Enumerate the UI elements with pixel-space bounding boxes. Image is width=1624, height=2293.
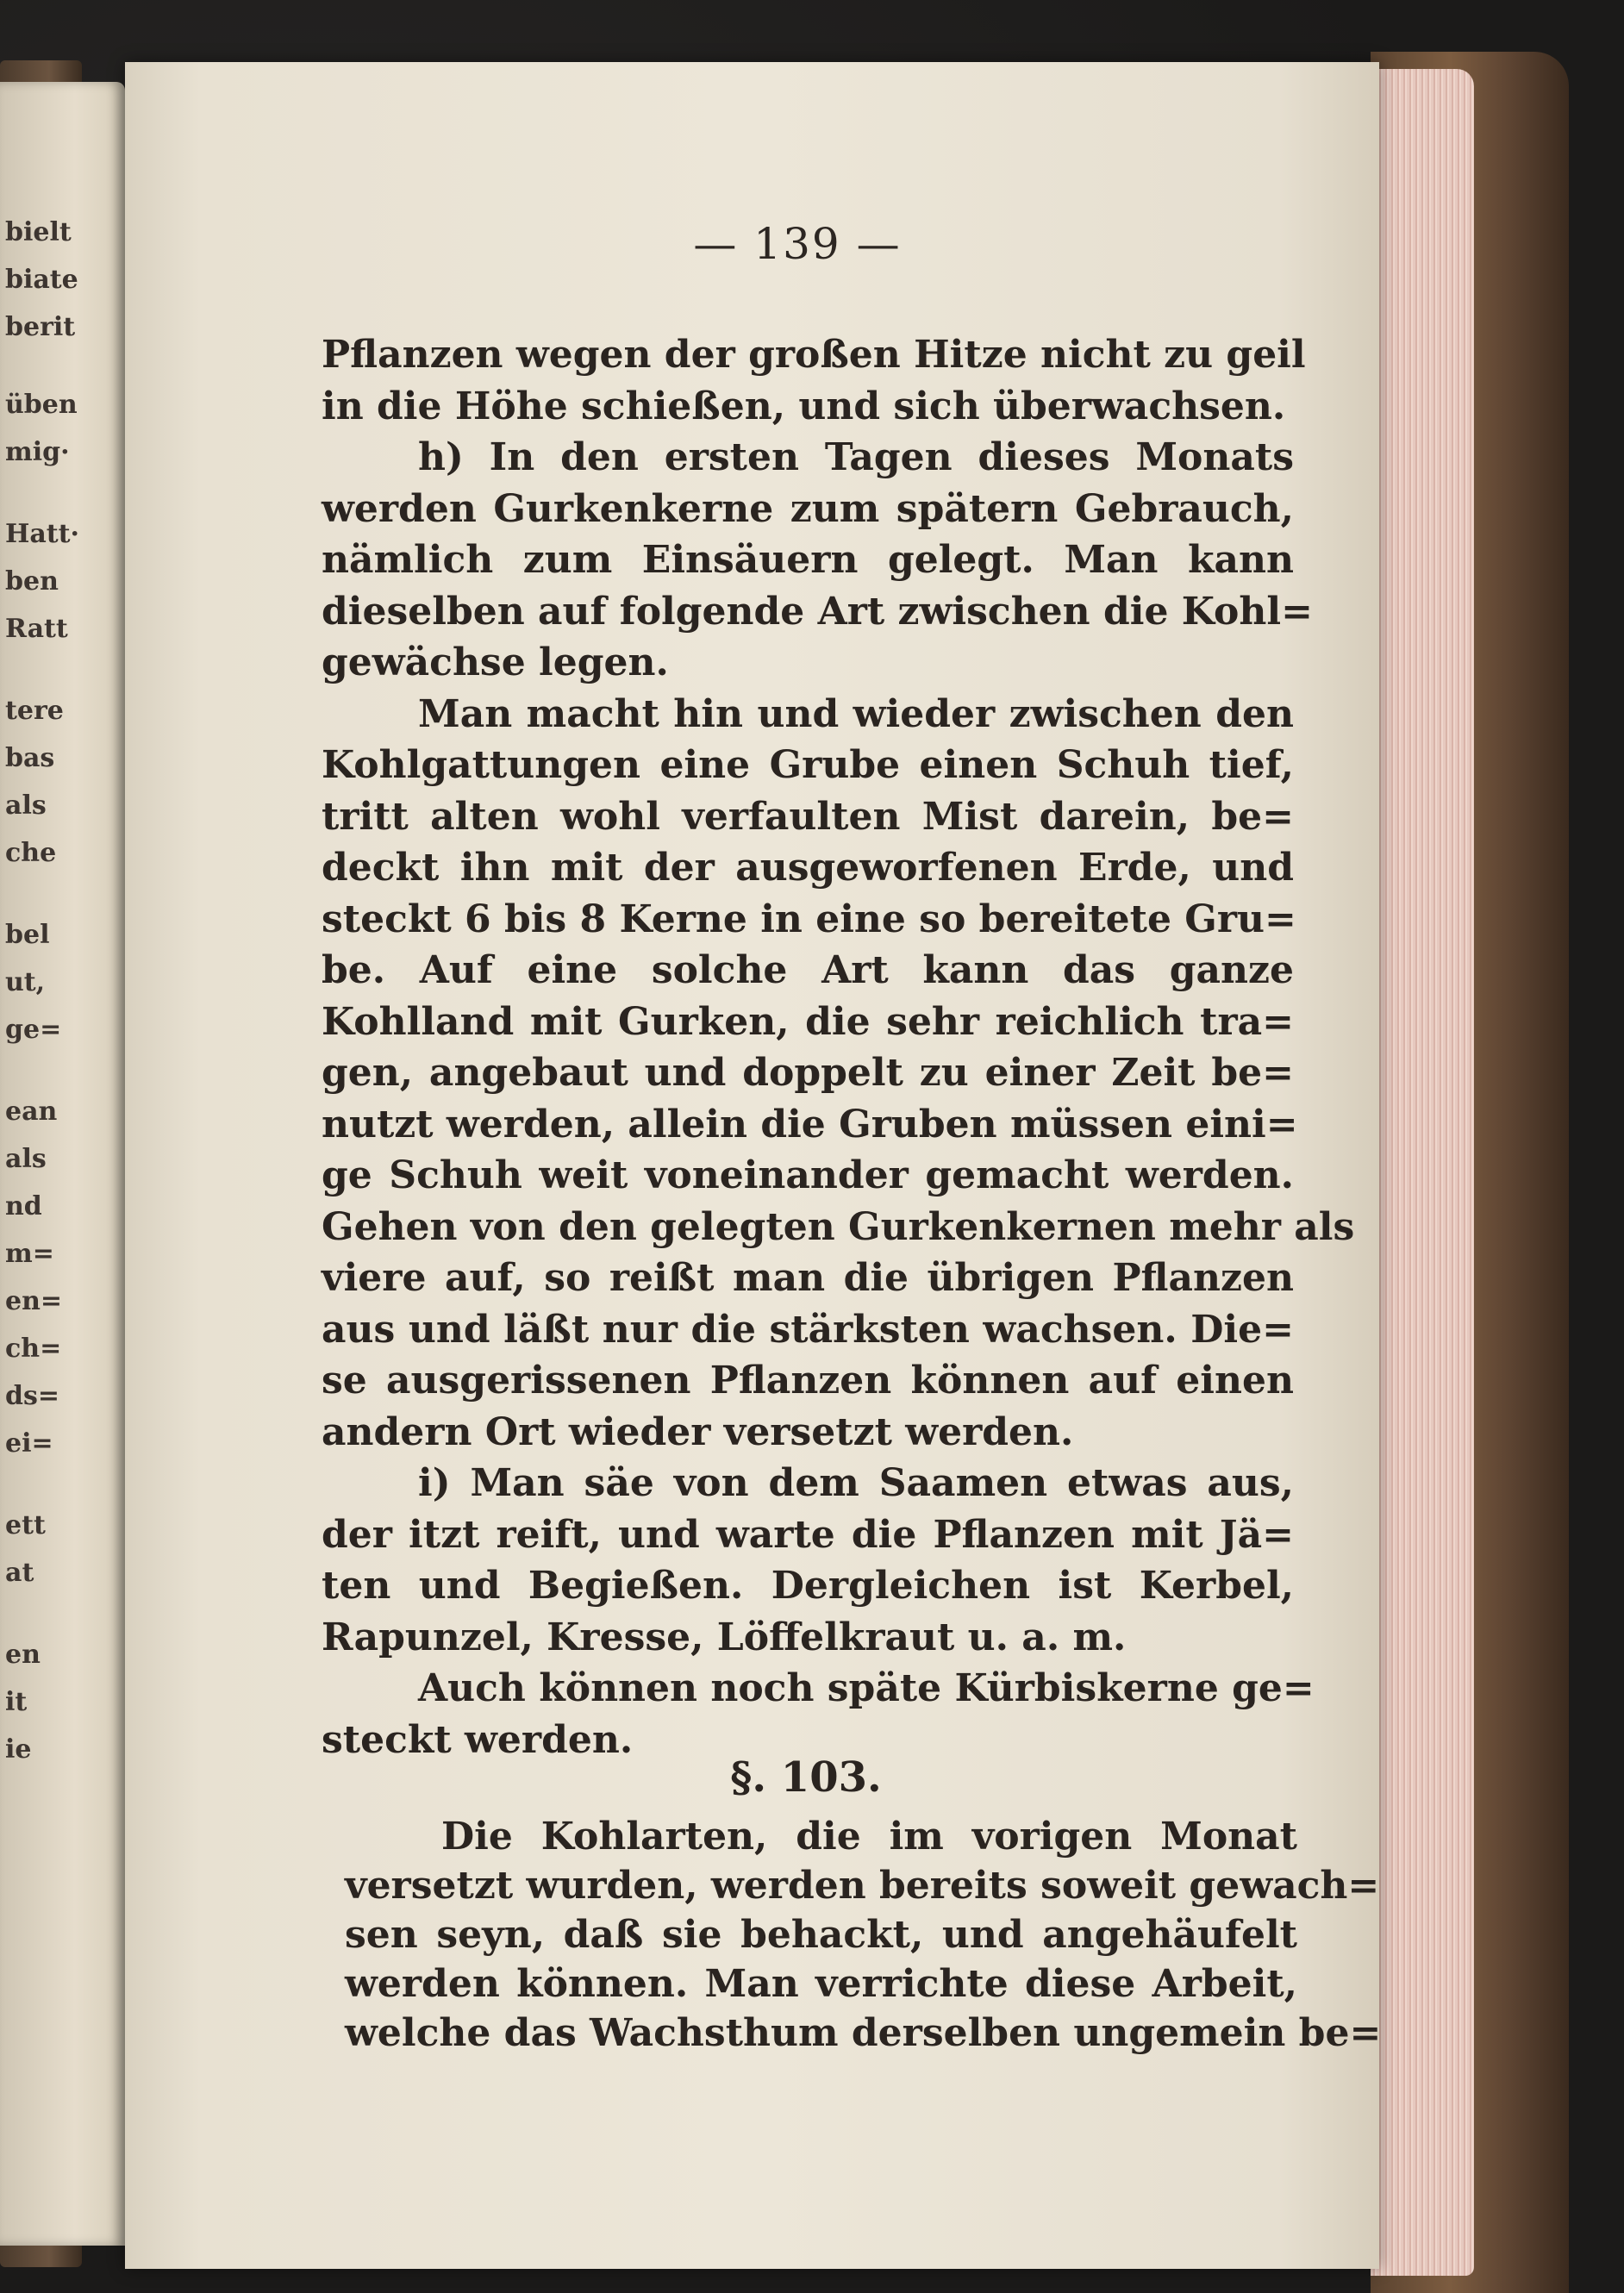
left-page-fragment: üben	[5, 390, 78, 420]
left-page-fragment: als	[5, 790, 47, 821]
left-page-fragment: als	[5, 1144, 47, 1174]
text-line: ten und Begießen. Dergleichen ist Kerbel,	[322, 1564, 1294, 1608]
text-line: deckt ihn mit der ausgeworfenen Erde, und	[322, 846, 1294, 890]
left-page-fragment: ett	[5, 1510, 46, 1540]
left-page-fragment: nd	[5, 1191, 42, 1221]
text-line: Rapunzel, Kresse, Löffelkraut u. a. m.	[322, 1615, 1127, 1659]
left-page-fragment: ben	[5, 566, 59, 597]
text-line: werden Gurkenkerne zum spätern Gebrauch,	[322, 486, 1294, 531]
left-page-fragment: Ratt	[5, 614, 68, 644]
section-text-line: Die Kohlarten, die im vorigen Monat	[441, 1815, 1297, 1859]
text-line: andern Ort wieder versetzt werden.	[322, 1409, 1074, 1454]
left-page-fragment: che	[5, 838, 57, 868]
text-line: steckt werden.	[322, 1717, 634, 1762]
left-page-fragment: ei=	[5, 1428, 53, 1459]
left-page-fragment: en	[5, 1640, 41, 1670]
left-page-fragment: tere	[5, 696, 64, 726]
section-heading: §. 103.	[730, 1753, 882, 1802]
left-page-fragment: bas	[5, 743, 55, 773]
left-page-fragment: at	[5, 1558, 34, 1588]
text-line: nämlich zum Einsäuern gelegt. Man kann	[322, 538, 1294, 582]
section-text-line: werden können. Man verrichte diese Arbeit,	[345, 1962, 1297, 2006]
left-page-fragment: ut,	[5, 967, 46, 997]
text-line: Kohlgattungen eine Grube einen Schuh tief,	[322, 743, 1294, 787]
text-line: der itzt reift, und warte die Pflanzen mit Jä=	[322, 1512, 1294, 1557]
text-line: steckt 6 bis 8 Kerne in eine so bereitete Gru=	[322, 897, 1296, 941]
page-number-header: — 139 —	[693, 219, 902, 269]
left-page-fragment: it	[5, 1687, 28, 1717]
book-page	[125, 62, 1382, 2269]
text-line: se ausgerissenen Pflanzen können auf einen	[322, 1359, 1294, 1403]
text-line: be. Auf eine solche Art kann das ganze	[322, 948, 1294, 992]
section-text-line: sen seyn, daß sie behackt, und angehäufelt	[345, 1913, 1297, 1957]
left-page-fragment: ge=	[5, 1015, 62, 1045]
left-page-fragment: en=	[5, 1286, 63, 1316]
section-text-line: versetzt wurden, werden bereits soweit gewach=	[345, 1864, 1380, 1908]
text-line: Kohlland mit Gurken, die sehr reichlich tra=	[322, 999, 1294, 1044]
text-line: ge Schuh weit voneinander gemacht werden.	[322, 1153, 1294, 1197]
text-line: Pflanzen wegen der großen Hitze nicht zu geil	[322, 333, 1306, 377]
left-page-edge	[0, 82, 125, 2246]
left-page-fragment: ch=	[5, 1334, 62, 1364]
left-page-fragment: ie	[5, 1734, 32, 1765]
text-line: viere auf, so reißt man die übrigen Pflanzen	[322, 1256, 1294, 1300]
left-page-fragment: mig·	[5, 437, 70, 467]
text-line: nutzt werden, allein die Gruben müssen eini=	[322, 1102, 1298, 1146]
text-line: Auch können noch späte Kürbiskerne ge=	[418, 1666, 1315, 1710]
left-page-fragment: biate	[5, 265, 78, 295]
left-page-fragment: ds=	[5, 1381, 60, 1411]
text-line: tritt alten wohl verfaulten Mist darein, be=	[322, 794, 1294, 839]
text-line: i) Man säe von dem Saamen etwas aus,	[418, 1461, 1294, 1505]
left-page-fragment: m=	[5, 1239, 54, 1269]
left-page-fragment: Hatt·	[5, 519, 79, 549]
text-line: gen, angebaut und doppelt zu einer Zeit be=	[322, 1051, 1294, 1095]
left-page-fragment: bel	[5, 920, 50, 950]
left-page-fragment: bielt	[5, 217, 72, 247]
text-line: dieselben auf folgende Art zwischen die Kohl=	[322, 589, 1313, 634]
text-line: in die Höhe schießen, und sich überwachsen.	[322, 384, 1286, 428]
left-page-fragment: berit	[5, 312, 76, 342]
text-line: gewächse legen.	[322, 640, 669, 684]
page-edges	[1371, 69, 1474, 2276]
left-page-fragment: ean	[5, 1097, 58, 1127]
text-line: Man macht hin und wieder zwischen den	[418, 691, 1294, 736]
text-line: Gehen von den gelegten Gurkenkernen mehr als	[322, 1204, 1355, 1249]
section-text-block	[345, 1812, 1382, 2058]
text-line: aus und läßt nur die stärksten wachsen. Die=	[322, 1307, 1294, 1352]
section-text-line: welche das Wachsthum derselben ungemein be=	[345, 2011, 1382, 2055]
text-line: h) In den ersten Tagen dieses Monats	[418, 435, 1294, 479]
main-text-block	[322, 329, 1355, 1765]
